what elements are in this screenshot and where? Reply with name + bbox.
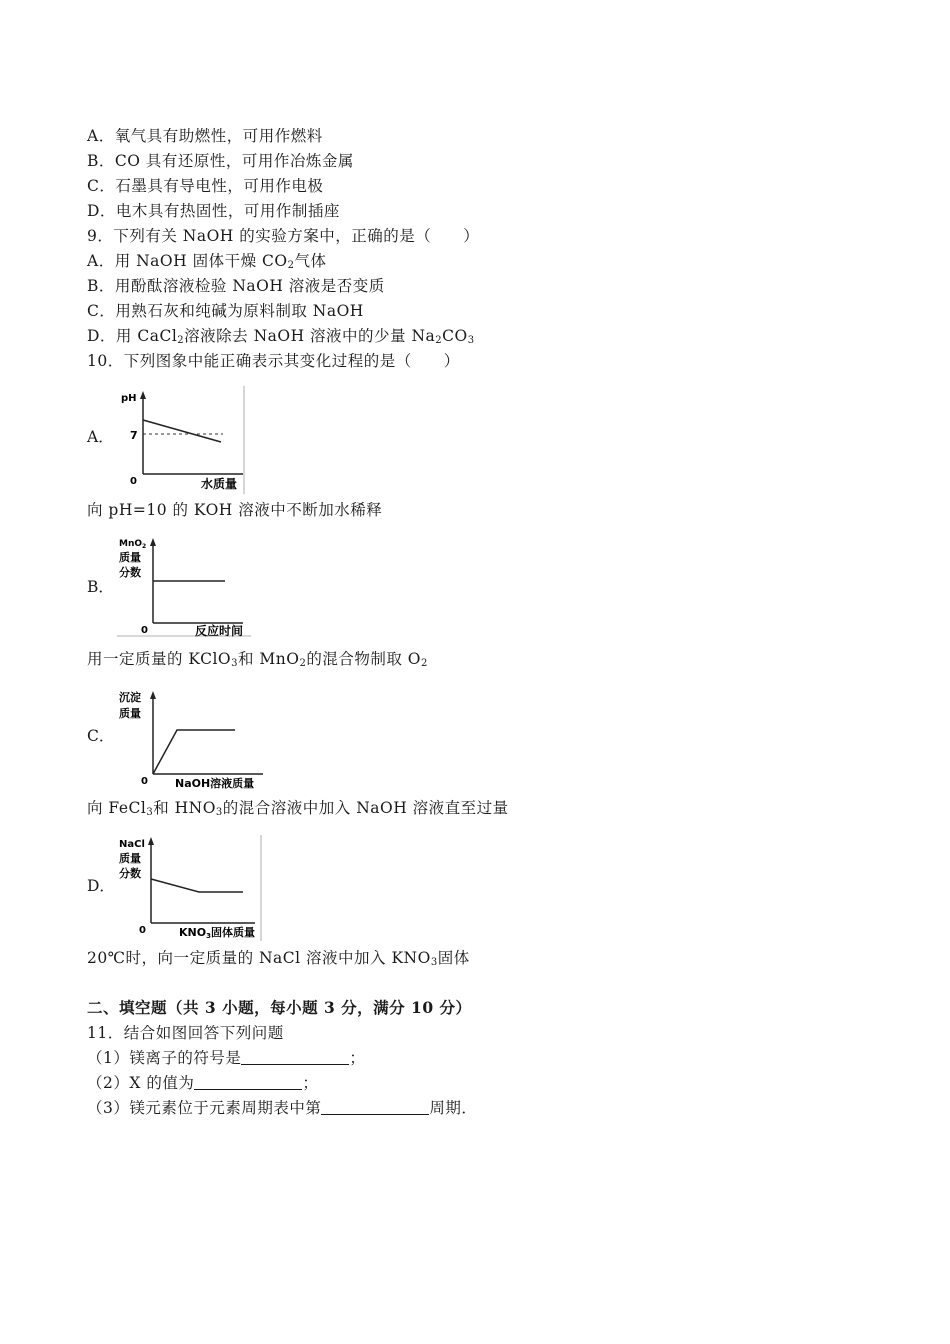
subscript: 3 (430, 957, 438, 968)
q9-option-c: C．用熟石灰和纯碱为原料制取 NaOH (87, 302, 364, 320)
arrow-up-icon (150, 691, 156, 699)
q10-option-d-label: D． (87, 877, 115, 895)
q10-option-b-caption-text: 用一定质量的 KClO (87, 650, 232, 668)
answer-blank-1[interactable] (241, 1048, 349, 1065)
graph-a-origin: 0 (130, 476, 137, 487)
graph-a-series-line (143, 420, 221, 442)
graph-b-y-label-1: MnO (119, 539, 143, 549)
q11-part-3 (87, 1097, 477, 1119)
q8-option-c: C．石墨具有导电性，可用作电极 (87, 177, 324, 195)
graph-c-series-line (153, 730, 235, 774)
graph-c-y-label-2: 质量 (119, 707, 141, 720)
graph-d (115, 835, 270, 947)
q11-part-2-end: ； (302, 1074, 319, 1092)
graph-d-series-line (151, 879, 243, 892)
q10-option-c-label: C． (87, 727, 115, 745)
q10-option-b-caption-mid: 和 MnO (238, 650, 300, 668)
svg-text:KNO3固体质量 (179, 925, 255, 940)
q10-option-b-label: B． (87, 578, 114, 596)
q8-option-d: D．电木具有热固性，可用作制插座 (87, 202, 340, 220)
q9-option-a-text-end: 气体 (294, 252, 327, 270)
graph-c-x-label: NaOH溶液质量 (175, 777, 255, 790)
subscript: 2 (142, 543, 147, 550)
subscript: 2 (177, 335, 185, 346)
graph-a-tick-7: 7 (130, 429, 138, 442)
q9-stem: 9．下列有关 NaOH 的实验方案中，正确的是（ ） (87, 227, 480, 245)
q9-option-a-text: A．用 NaOH 固体干燥 CO (87, 252, 288, 270)
subscript: 2 (435, 335, 443, 346)
arrow-up-icon (148, 837, 154, 845)
q11-part-2-text: （2）X 的值为 (87, 1074, 195, 1092)
q10-option-c-caption-mid: 和 HNO (153, 799, 216, 817)
graph-b-y-label-3: 分数 (119, 566, 141, 579)
arrow-up-icon (150, 538, 156, 546)
q11-part-1 (87, 1047, 365, 1069)
graph-d-y-label-1: NaCl (119, 839, 145, 850)
q10-option-a-label: A． (87, 428, 114, 446)
q11-part-2 (87, 1072, 318, 1094)
q10-option-c-caption (87, 797, 509, 819)
subscript: 2 (299, 658, 307, 669)
q10-option-d-caption-end: 固体 (437, 949, 470, 967)
q10-option-c-caption-end: 的混合溶液中加入 NaOH 溶液直至过量 (222, 799, 509, 817)
q10-option-d-caption (87, 947, 470, 969)
q9-option-b: B．用酚酞溶液检验 NaOH 溶液是否变质 (87, 277, 385, 295)
q8-option-a: A．氧气具有助燃性，可用作燃料 (87, 127, 323, 145)
graph-d-x-label: KNO (179, 926, 207, 939)
arrow-up-icon (140, 391, 146, 399)
answer-blank-3[interactable] (321, 1098, 429, 1115)
graph-d-y-label-3: 分数 (119, 867, 141, 880)
q11-part-1-end: ； (349, 1049, 366, 1067)
q10-stem: 10．下列图象中能正确表示其变化过程的是（ ） (87, 352, 460, 370)
graph-c-y-label-1: 沉淀 (119, 691, 141, 704)
subscript: 3 (206, 932, 211, 940)
subscript: 3 (467, 335, 475, 346)
graph-c (115, 686, 275, 798)
q10-option-b-caption-mid2: 的混合物制取 O (306, 650, 422, 668)
q10-option-a-caption: 向 pH=10 的 KOH 溶液中不断加水稀释 (87, 501, 383, 519)
graph-b-y-label-2: 质量 (119, 551, 141, 564)
q9-option-d-text-mid2: CO (442, 327, 468, 345)
q11-stem: 11．结合如图回答下列问题 (87, 1024, 284, 1042)
q8-option-b: B．CO 具有还原性，可用作冶炼金属 (87, 152, 354, 170)
q10-option-c-caption-text: 向 FeCl (87, 799, 147, 817)
graph-a-y-label: pH (121, 393, 137, 404)
q11-part-3-text: （3）镁元素位于元素周期表中第 (87, 1099, 322, 1117)
graph-b-origin: 0 (141, 625, 148, 636)
subscript: 2 (421, 658, 428, 669)
subscript: 3 (215, 807, 223, 818)
subscript: 3 (231, 658, 238, 669)
q9-option-d-text-mid: 溶液除去 NaOH 溶液中的少量 Na (184, 327, 436, 345)
graph-b-x-label: 反应时间 (195, 624, 244, 638)
q10-option-b-caption (87, 648, 428, 670)
graph-d-y-label-2: 质量 (119, 852, 141, 865)
svg-text:MnO2 (119, 539, 146, 550)
q11-part-1-text: （1）镁离子的符号是 (87, 1049, 242, 1067)
q9-option-a (87, 250, 326, 272)
q11-part-3-end: 周期． (429, 1099, 478, 1117)
graph-b (115, 535, 255, 647)
graph-a-x-label: 水质量 (201, 477, 238, 491)
answer-blank-2[interactable] (194, 1073, 302, 1090)
section-2-title: 二、填空题（共 3 小题，每小题 3 分，满分 10 分） (87, 998, 472, 1017)
graph-d-origin: 0 (139, 925, 146, 936)
q10-option-d-caption-text: 20℃时，向一定质量的 NaCl 溶液中加入 KNO (87, 949, 431, 967)
q9-option-d-text: D．用 CaCl (87, 327, 178, 345)
graph-d-x-label-end: 固体质量 (210, 926, 255, 939)
subscript: 2 (287, 260, 295, 271)
graph-a (115, 386, 250, 498)
subscript: 3 (146, 807, 154, 818)
graph-c-origin: 0 (141, 776, 148, 787)
q9-option-d (87, 325, 475, 347)
